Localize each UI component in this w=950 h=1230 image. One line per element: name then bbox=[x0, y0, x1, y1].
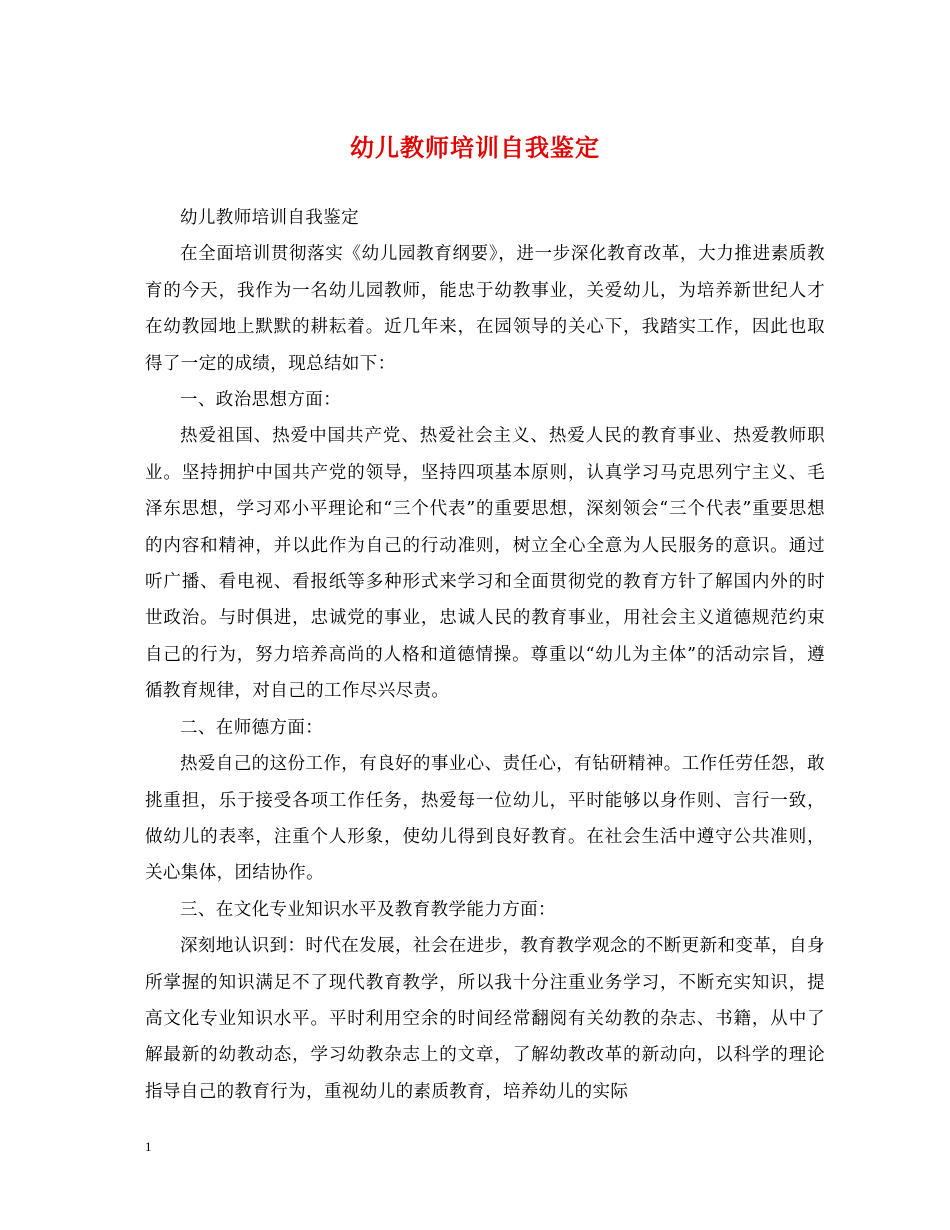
paragraph: 在全面培训贯彻落实《幼儿园教育纲要》，进一步深化教育改革，大力推进素质教育的今天，我作为一名幼儿园教师，能忠于幼教事业，关爱幼儿，为培养新世纪人才在幼教园地上默默的耕耘着。近几年来，在园领导的关心下，我踏实工作，因此也取得了一定的成绩，现总结如下： bbox=[145, 244, 825, 374]
page-number: 1 bbox=[145, 1139, 152, 1154]
document-body bbox=[145, 200, 825, 1110]
section-heading: 三、在文化专业知识水平及教育教学能力方面： bbox=[180, 899, 556, 920]
section-heading: 二、在师德方面： bbox=[180, 717, 324, 738]
document-title: 幼儿教师培训自我鉴定 bbox=[350, 133, 600, 162]
paragraph: 热爱祖国、热爱中国共产党、热爱社会主义、热爱人民的教育事业、热爱教师职业。坚持拥护中国共产党的领导，坚持四项基本原则，认真学习马克思列宁主义、毛泽东思想，学习邓小平理论和“三个代表”的重要思想，深刻领会“三个代表”重要思想的内容和精神，并以此作为自己的行动准则，树立全心全意为人民服务的意识。通过听广播、看电视、看报纸等多种形式来学习和全面贯彻党的教育方针了解国内外的时世政治。与时俱进，忠诚党的事业，忠诚人民的教育事业，用社会主义道德规范约束自己的行为，努力培养高尚的人格和道德情操。尊重以“幼儿为主体”的活动宗旨，遵循教育规律，对自己的工作尽兴尽责。 bbox=[145, 426, 825, 702]
paragraph: 幼儿教师培训自我鉴定 bbox=[180, 208, 359, 228]
paragraph: 热爱自己的这份工作，有良好的事业心、责任心，有钻研精神。工作任劳任怨，敢挑重担，乐于接受各项工作任务，热爱每一位幼儿，平时能够以身作则、言行一致，做幼儿的表率，注重个人形象，使幼儿得到良好教育。在社会生活中遵守公共准则，关心集体，团结协作。 bbox=[145, 754, 825, 884]
paragraph: 深刻地认识到：时代在发展，社会在进步，教育教学观念的不断更新和变革，自身所掌握的知识满足不了现代教育教学，所以我十分注重业务学习，不断充实知识，提高文化专业知识水平。平时利用空余的时间经常翻阅有关幼教的杂志、书籍，从中了解最新的幼教动态，学习幼教杂志上的文章，了解幼教改革的新动向，以科学的理论指导自己的教育行为，重视幼儿的素质教育，培养幼儿的实际 bbox=[145, 936, 825, 1102]
section-heading: 一、政治思想方面： bbox=[180, 390, 342, 411]
